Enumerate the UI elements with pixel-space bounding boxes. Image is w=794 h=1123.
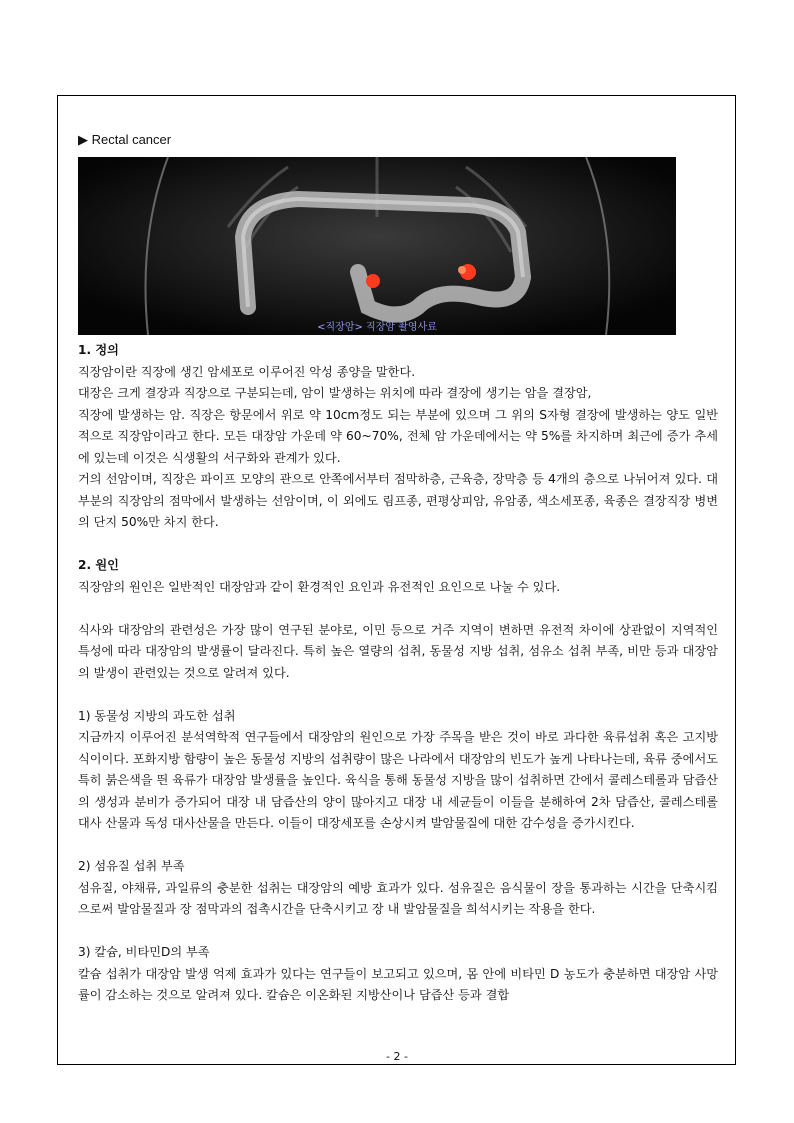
subsection-heading: 1) 동물성 지방의 과도한 섭취 xyxy=(78,708,236,723)
subsection-heading: 3) 칼슘, 비타민D의 부족 xyxy=(78,945,210,959)
paragraph: 지금까지 이루어진 분석역학적 연구들에서 대장암의 원인으로 가장 주목을 받은 것이 바로 과다한 육류섭취 혹은 고지방식이이다. 포화지방 함량이 높은 동물성 지방의 섭취량이 많은 나라에서 대장암의 빈도가 높게 나타나는데, 육류 중에서도 특히 붉은색을 띈 육류가 대장암 발생률을 높인다. 육식을 통해 동물성 지방을 많이 섭취하면 간에서 콜레스테롤과 담즙산의 생성과 분비가 증가되어 대장 내 담즙산의 양이 많아지고 대장 내 세균들이 이들을 분해하여 2차 담즙산, 콜레스테롤 대사 산물과 독성 대사산물을 만든다. 이들이 대장세포를 손상시켜 발암물질에 대한 감수성을 증가시킨다. xyxy=(78,730,718,830)
document-title: ▶ Rectal cancer xyxy=(78,132,172,147)
page-number: - 2 - xyxy=(386,1050,408,1063)
paragraph: 칼슘 섭취가 대장암 발생 억제 효과가 있다는 연구들이 보고되고 있으며, 몸 안에 비타민 D 농도가 충분하면 대장암 사망률이 감소하는 것으로 알려져 있다. 칼슘은 이온화된 지방산이나 담즙산 등과 결합 xyxy=(78,966,718,1002)
paragraph: 직장암이란 직장에 생긴 암세포로 이루어진 악성 종양을 말한다. xyxy=(78,364,416,379)
paragraph: 섬유질, 야채류, 과일류의 충분한 섭취는 대장암의 예방 효과가 있다. 섬유질은 음식물이 장을 통과하는 시간을 단축시킴으로써 발암물질과 장 점막과의 접촉시간을 단축시키고 장 내 발암물질을 희석시키는 작용을 한다. xyxy=(78,880,718,916)
paragraph: 거의 선암이며, 직장은 파이프 모양의 관으로 안쪽에서부터 점막하층, 근육층, 장막층 등 4개의 층으로 나뉘어져 있다. 대부분의 직장암의 점막에서 발생하는 선암이며, 이 외에도 림프종, 편평상피암, 유암종, 색소세포종, 육종은 결장직장 병변의 단지 50%만 차지 한다. xyxy=(78,472,718,529)
paragraph: 대장은 크게 결장과 직장으로 구분되는데, 암이 발생하는 위치에 따라 결장에 생기는 암을 결장암, xyxy=(78,386,592,400)
figure-caption: <직장암> 직장암 촬영사료 xyxy=(317,322,437,333)
paragraph: 직장암의 원인은 일반적인 대장암과 같이 환경적인 요인과 유전적인 요인으로 나눌 수 있다. xyxy=(78,579,561,594)
subsection-heading: 2) 섬유질 섭취 부족 xyxy=(78,859,185,873)
paragraph: 직장에 발생하는 암. 직장은 항문에서 위로 약 10cm정도 되는 부분에 있으며 그 위의 S자형 결장에 발생하는 양도 일반적으로 직장암이라고 한다. 모든 대장암 가운데 약 60~70%, 전체 암 가운데에서는 약 5%를 차지하며 최근에 증가 추세에 있는데 이것은 식생활의 서구화와 관계가 있다. xyxy=(78,407,718,465)
paragraph: 식사와 대장암의 관련성은 가장 많이 연구된 분야로, 이민 등으로 거주 지역이 변하면 유전적 차이에 상관없이 지역적인 특성에 따라 대장암의 발생률이 달라진다. 특히 높은 열량의 섭취, 동물성 지방 섭취, 섬유소 섭취 부족, 비만 등과 대장암의 발생이 관련있는 것으로 알려져 있다. xyxy=(78,622,718,680)
section-heading: 2. 원인 xyxy=(78,558,119,572)
section-heading: 1. 정의 xyxy=(78,343,119,357)
colon-xray-image xyxy=(78,157,676,335)
document-body xyxy=(78,340,718,1007)
